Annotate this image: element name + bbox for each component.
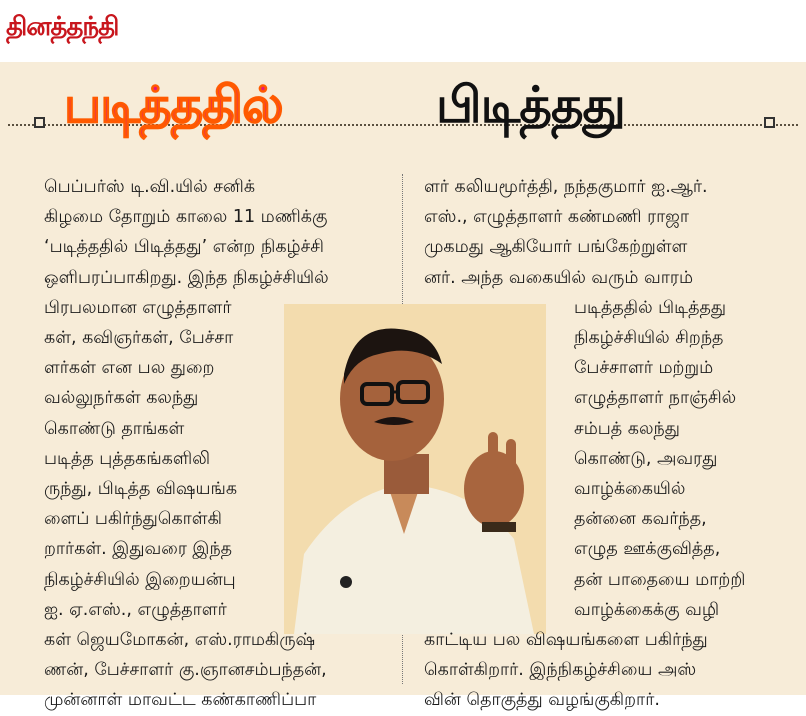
article-line: கள், கவிஞர்கள், பேச்சா (44, 328, 234, 349)
article-line: ஒளிபரப்பாகிறது. இந்த நிகழ்ச்சியில் (44, 267, 329, 288)
article-column-right (424, 172, 774, 716)
article-line: பெப்பர்ஸ் டி.வி.யில் சனிக் (44, 177, 256, 197)
article-line: கொண்டு தாங்கள் (44, 418, 185, 439)
article-line: எஸ்., எழுத்தாளர் கண்மணி ராஜா (424, 207, 689, 228)
article-line: ளைப் பகிர்ந்துகொள்கி (44, 509, 222, 530)
article-line: எழுத ஊக்குவித்த, (574, 539, 721, 560)
article-line: பிரபலமான எழுத்தாளர் (44, 297, 232, 318)
article-line: படித்ததில் பிடித்தது (574, 297, 727, 318)
article-line: ‘படித்ததில் பிடித்தது’ என்ற நிகழ்ச்சி (44, 237, 324, 258)
headline-part-2: பிடித்தது (436, 76, 625, 134)
article-line: சம்பத் கலந்து (574, 418, 680, 439)
article-line: படித்த புத்தகங்களிலி (44, 448, 211, 469)
article-line: பேச்சாளர் மற்றும் (574, 358, 714, 379)
article-line: னர். அந்த வகையில் வரும் வாரம் (424, 267, 694, 288)
article-line: நிகழ்ச்சியில் சிறந்த (574, 328, 724, 349)
article-line: கொள்கிறார். இந்நிகழ்ச்சியை அஸ் (424, 660, 697, 681)
article-line: ளர் கலியமூர்த்தி, நந்தகுமார் ஐ.ஆர். (424, 177, 708, 197)
article-line: முன்னாள் மாவட்ட கண்காணிப்பா (44, 690, 317, 711)
newspaper-masthead (2, 2, 198, 58)
article-line: கொண்டு, அவரது (574, 448, 718, 469)
article-line: கிழமை தோறும் காலை 11 மணிக்கு (44, 207, 328, 228)
article-line: நிகழ்ச்சியில் இறையன்பு (44, 569, 236, 590)
article-line: வாழ்க்கையில் (574, 479, 686, 500)
article-line: வல்லுநர்கள் கலந்து (44, 388, 199, 409)
article-line: தன் பாதையை மாற்றி (574, 569, 746, 590)
article-line: கள் ஜெயமோகன், எஸ்.ராமகிருஷ் (44, 630, 316, 651)
article-line: முகமது ஆகியோர் பங்கேற்றுள்ள (424, 237, 688, 258)
article-line: எழுத்தாளர் நாஞ்சில் (574, 388, 737, 409)
article-line: ளர்கள் என பல துறை (44, 358, 215, 379)
article-line: வின் தொகுத்து வழங்குகிறார். (424, 690, 660, 711)
article-column-left (44, 172, 394, 716)
article-line: தன்னை கவர்ந்த, (574, 509, 707, 530)
article-line: ஐ. ஏ.எஸ்., எழுத்தாளர் (44, 599, 227, 620)
masthead-logo: தினத்தந்தி (6, 12, 119, 42)
article-line: காட்டிய பல விஷயங்களை பகிர்ந்து (424, 630, 708, 651)
article-line: ருந்து, பிடித்த விஷயங்க (44, 479, 238, 500)
article-line: வாழ்க்கைக்கு வழி (574, 599, 720, 620)
headline (0, 66, 806, 156)
headline-part-1: படித்ததில் (64, 76, 283, 134)
article-line: ணன், பேச்சாளர் கு.ஞானசம்பந்தன், (44, 660, 327, 681)
article-line: றார்கள். இதுவரை இந்த (44, 539, 233, 560)
